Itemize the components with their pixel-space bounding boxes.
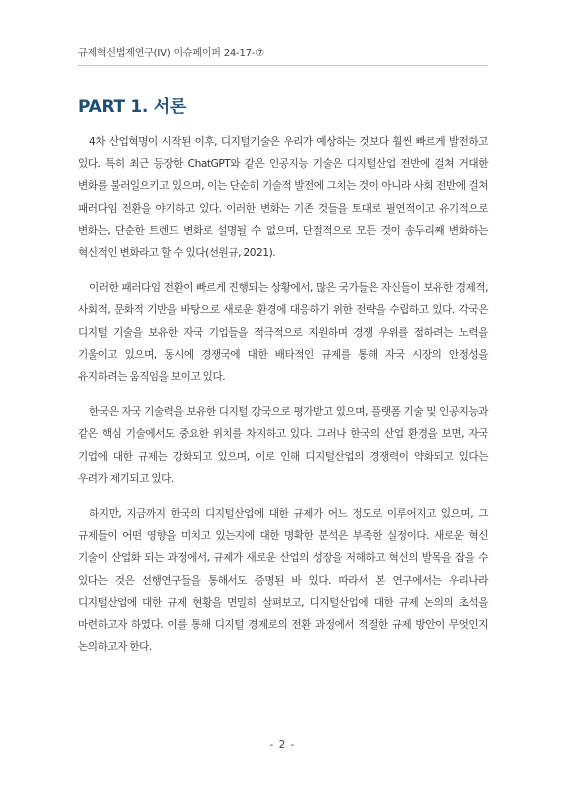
section-title: PART 1. 서론 — [78, 97, 186, 117]
paragraph-2: 이러한 패러다임 전환이 빠르게 진행되는 상황에서, 많은 국가들은 자신들이 보유한 경제적, 사회적, 문화적 기반을 바탕으로 새로운 환경에 대응하기 위한 전략을 수립하고 있다. 각국은 디지털 기술을 보유한 자국 기업들을 적극적으로 지원하며 경쟁 우위를 점하려는 노력을 기울이고 있으며, 동시에 경쟁국에 대한 배타적인 규제를 통해 자국 시장의 안정성을 유지하려는 움직임을 보이고 있다. — [78, 282, 488, 384]
running-header: 규제혁신법제연구(IV) 이슈페이퍼 24-17-⑦ — [78, 44, 488, 66]
body-text — [78, 131, 488, 671]
paragraph-1: 4차 산업혁명이 시작된 이후, 디지털기술은 우리가 예상하는 것보다 훨씬 빠르게 발전하고 있다. 특히 최근 등장한 ChatGPT와 같은 인공지능 기술은 디지털산업 전반에 걸쳐 거대한 변화를 불러일으키고 있으며, 이는 단순히 기술적 발전에 그치는 것이 아니라 사회 전반에 걸쳐 패러다임 전환을 야기하고 있다. 이러한 변화는 기존 것들을 토대로 필연적이고 유기적으로 변화는, 단순한 트렌드 변화로 설명될 수 없으며, 단절적으로 모든 것이 송두리째 변화하는 혁신적인 변화라고 할 수 있다(선원규, 2021). — [78, 136, 488, 260]
paragraph-3: 한국은 자국 기술력을 보유한 디지털 강국으로 평가받고 있으며, 플랫폼 기술 및 인공지능과 같은 핵심 기술에서도 중요한 위치를 차지하고 있다. 그러나 한국의 산업 환경을 보면, 자국 기업에 대한 규제는 강화되고 있으며, 이로 인해 디지털산업의 경쟁력이 약화되고 있다는 우려가 제기되고 있다. — [78, 406, 488, 485]
paragraph-4: 하지만, 지금까지 한국의 디지털산업에 대한 규제가 어느 정도로 이루어지고 있으며, 그 규제들이 어떤 영향을 미치고 있는지에 대한 명확한 분석은 부족한 실정이다. 새로운 혁신 기술이 산업화 되는 과정에서, 규제가 새로운 산업의 성장을 저해하고 혁신의 발목을 잡을 수 있다는 것은 선행연구들을 통해서도 증명된 바 있다. 따라서 본 연구에서는 우리나라 디지털산업에 대한 규제 현황을 면밀히 살펴보고, 디지털산업에 대한 규제 논의의 초석을 마련하고자 하였다. 이를 통해 디지털 경제로의 전환 과정에서 적절한 규제 방안이 무엇인지 논의하고자 한다. — [78, 508, 488, 654]
page-number: - 2 - — [269, 739, 296, 751]
